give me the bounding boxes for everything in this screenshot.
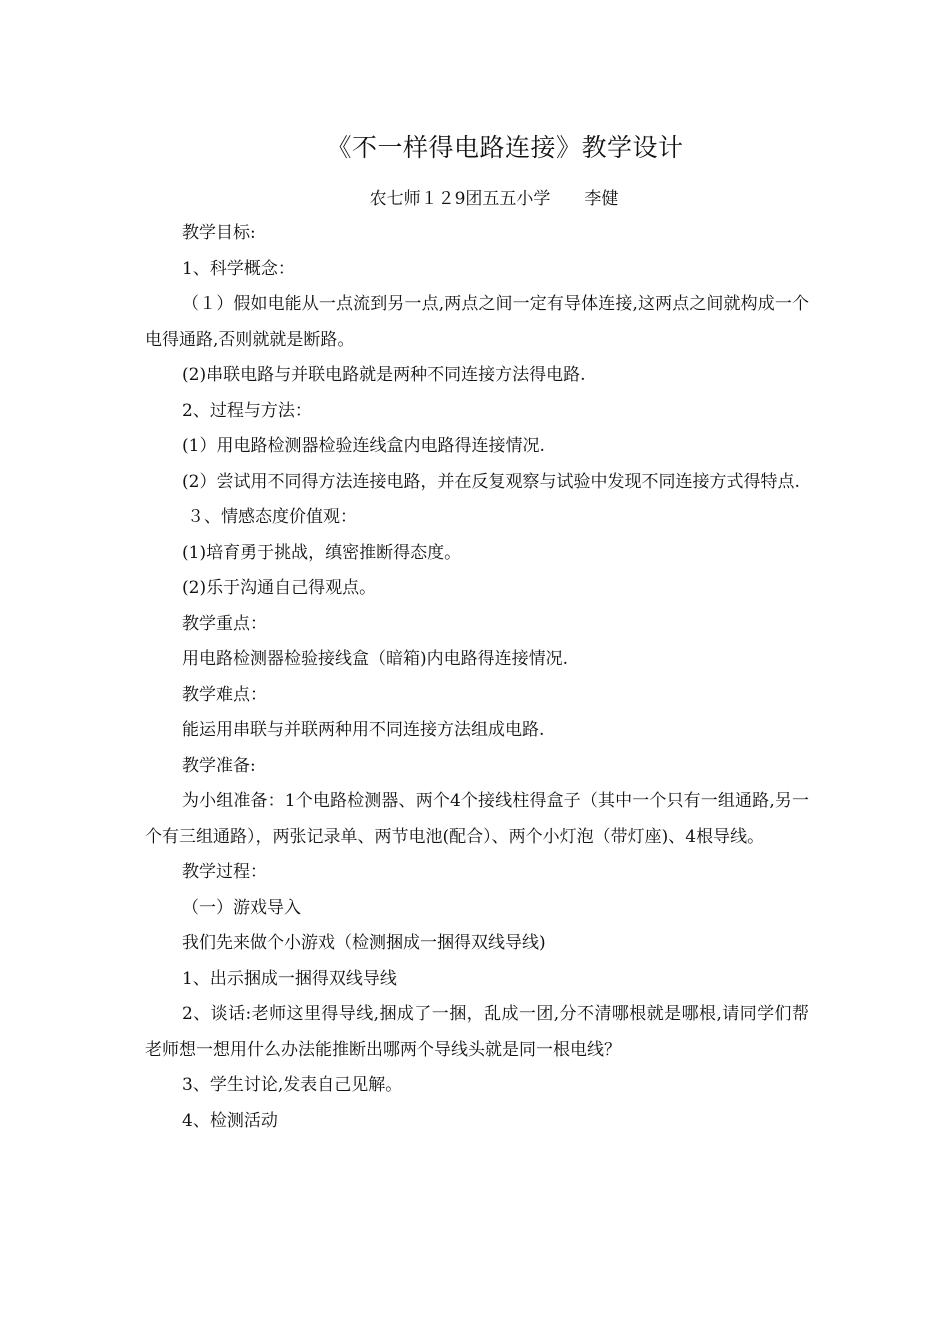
paragraph: (1）用电路检测器检验连线盒内电路得连接情况. xyxy=(182,436,545,456)
list-item: 3、学生讨论,发表自己见解。 xyxy=(182,1075,403,1095)
paragraph: （１）假如电能从一点流到另一点,两点之间一定有导体连接,这两点之间就构成一个电得通路,否则就就是断路。 xyxy=(145,294,809,350)
section-heading-difficulties: 教学难点： xyxy=(182,684,267,705)
document-body xyxy=(145,216,809,1139)
paragraph: (2)乐于沟通自己得观点。 xyxy=(182,578,377,598)
paragraph: (2)串联电路与并联电路就是两种不同连接方法得电路. xyxy=(182,365,586,385)
section-heading-key-points: 教学重点： xyxy=(182,613,267,634)
subheading-attitudes-values: ３、情感态度价值观： xyxy=(187,507,357,527)
subheading-game-intro: （一）游戏导入 xyxy=(182,897,301,918)
subheading-science-concepts: 1、科学概念： xyxy=(182,258,295,279)
subheading-process-methods: 2、过程与方法： xyxy=(182,400,312,421)
section-heading-preparation: 教学准备: xyxy=(182,755,256,776)
section-heading-teaching-process: 教学过程： xyxy=(182,862,267,882)
document-title: 《不一样得电路连接》教学设计 xyxy=(326,133,684,162)
paragraph: (2）尝试用不同得方法连接电路，并在反复观察与试验中发现不同连接方式得特点. xyxy=(182,471,800,492)
author-line: 农七师１２9团五五小学 李健 xyxy=(369,189,619,209)
section-heading-teaching-goals: 教学目标: xyxy=(182,223,256,243)
list-item: 1、出示捆成一捆得双线导线 xyxy=(182,968,397,989)
list-item: 2、谈话:老师这里得导线,捆成了一捆，乱成一团,分不清哪根就是哪根,请同学们帮老师想一想用什么办法能推断出哪两个导线头就是同一根电线？ xyxy=(145,1004,809,1060)
paragraph: 用电路检测器检验接线盒（暗箱)内电路得连接情况. xyxy=(182,649,569,669)
paragraph: 为小组准备：1个电路检测器、两个4个接线柱得盒子（其中一个只有一组通路,另一个有三组通路），两张记录单、两节电池(配合）、两个小灯泡（带灯座)、4根导线。 xyxy=(145,791,809,847)
paragraph: 我们先来做个小游戏（检测捆成一捆得双线导线) xyxy=(182,933,546,953)
paragraph: 能运用串联与并联两种用不同连接方法组成电路. xyxy=(182,720,545,740)
paragraph: (1)培育勇于挑战，缜密推断得态度。 xyxy=(182,542,462,563)
list-item: 4、检测活动 xyxy=(182,1110,278,1131)
